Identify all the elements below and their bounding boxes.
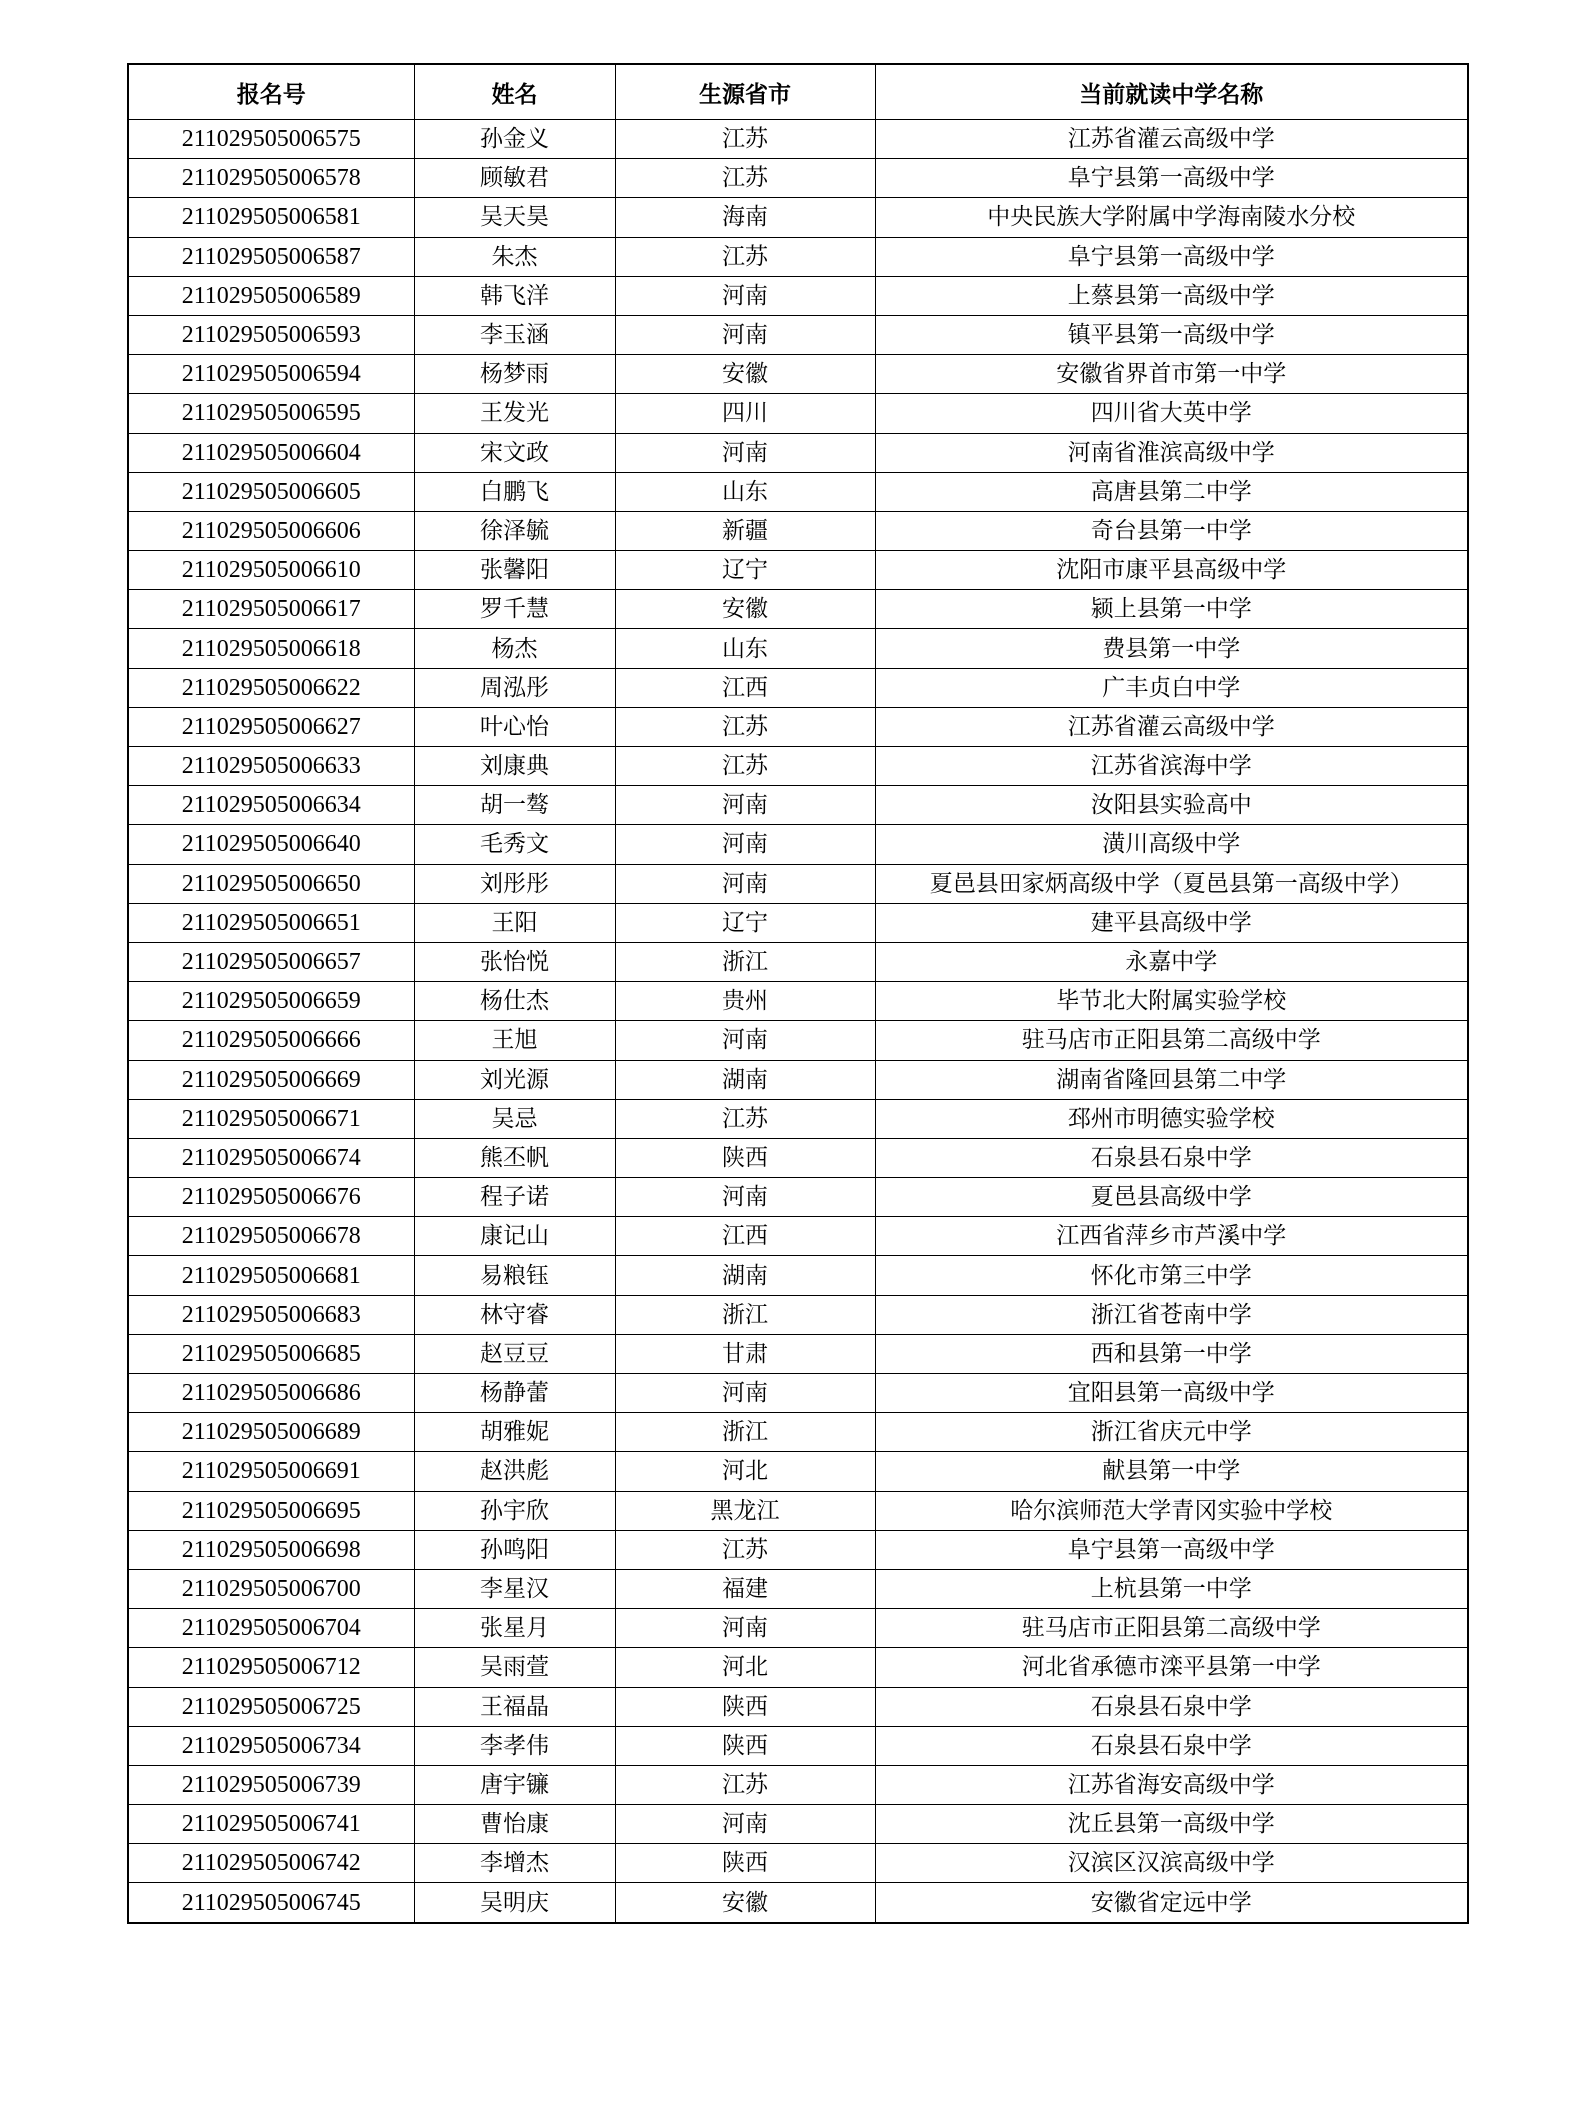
school-cell: 怀化市第三中学 (875, 1256, 1468, 1295)
name-cell: 韩飞洋 (414, 276, 615, 315)
table-row (128, 1726, 1468, 1765)
table-row (128, 1021, 1468, 1060)
table-row (128, 1334, 1468, 1373)
header-row (128, 64, 1468, 120)
name-cell: 孙金义 (414, 120, 615, 159)
school-cell: 石泉县石泉中学 (875, 1726, 1468, 1765)
school-cell: 江苏省灌云高级中学 (875, 120, 1468, 159)
registration-number-cell: 211029505006685 (128, 1334, 414, 1373)
name-cell: 易粮钰 (414, 1256, 615, 1295)
school-cell: 夏邑县高级中学 (875, 1178, 1468, 1217)
province-cell: 河南 (615, 315, 875, 354)
table-row (128, 159, 1468, 198)
table-row (128, 825, 1468, 864)
table-row (128, 903, 1468, 942)
registration-number-cell: 211029505006669 (128, 1060, 414, 1099)
province-cell: 安徽 (615, 1883, 875, 1923)
header-registration-number: 报名号 (128, 64, 414, 120)
table-row (128, 1452, 1468, 1491)
name-cell: 赵豆豆 (414, 1334, 615, 1373)
school-cell: 中央民族大学附属中学海南陵水分校 (875, 198, 1468, 237)
registration-number-cell: 211029505006739 (128, 1765, 414, 1804)
registration-number-cell: 211029505006671 (128, 1099, 414, 1138)
province-cell: 河南 (615, 1609, 875, 1648)
name-cell: 赵洪彪 (414, 1452, 615, 1491)
registration-number-cell: 211029505006595 (128, 394, 414, 433)
table-row (128, 1217, 1468, 1256)
name-cell: 康记山 (414, 1217, 615, 1256)
province-cell: 贵州 (615, 982, 875, 1021)
registration-number-cell: 211029505006593 (128, 315, 414, 354)
table-row (128, 1060, 1468, 1099)
name-cell: 胡雅妮 (414, 1413, 615, 1452)
table-row (128, 786, 1468, 825)
name-cell: 杨杰 (414, 629, 615, 668)
province-cell: 河南 (615, 786, 875, 825)
table-row (128, 1844, 1468, 1883)
province-cell: 山东 (615, 472, 875, 511)
province-cell: 辽宁 (615, 551, 875, 590)
registration-number-cell: 211029505006712 (128, 1648, 414, 1687)
table-row (128, 1178, 1468, 1217)
table-row (128, 1491, 1468, 1530)
province-cell: 江苏 (615, 1765, 875, 1804)
registration-number-cell: 211029505006745 (128, 1883, 414, 1923)
province-cell: 江苏 (615, 159, 875, 198)
table-row (128, 590, 1468, 629)
name-cell: 顾敏君 (414, 159, 615, 198)
province-cell: 浙江 (615, 942, 875, 981)
province-cell: 山东 (615, 629, 875, 668)
school-cell: 镇平县第一高级中学 (875, 315, 1468, 354)
school-cell: 奇台县第一中学 (875, 511, 1468, 550)
province-cell: 甘肃 (615, 1334, 875, 1373)
school-cell: 阜宁县第一高级中学 (875, 159, 1468, 198)
header-name: 姓名 (414, 64, 615, 120)
school-cell: 永嘉中学 (875, 942, 1468, 981)
name-cell: 唐宇镰 (414, 1765, 615, 1804)
name-cell: 杨静蕾 (414, 1374, 615, 1413)
table-row (128, 511, 1468, 550)
name-cell: 张怡悦 (414, 942, 615, 981)
registration-number-cell: 211029505006617 (128, 590, 414, 629)
name-cell: 周泓彤 (414, 668, 615, 707)
registration-number-cell: 211029505006650 (128, 864, 414, 903)
province-cell: 河南 (615, 1021, 875, 1060)
school-cell: 四川省大英中学 (875, 394, 1468, 433)
name-cell: 林守睿 (414, 1295, 615, 1334)
school-cell: 高唐县第二中学 (875, 472, 1468, 511)
registration-number-cell: 211029505006633 (128, 747, 414, 786)
province-cell: 湖南 (615, 1256, 875, 1295)
registration-number-cell: 211029505006678 (128, 1217, 414, 1256)
name-cell: 刘彤彤 (414, 864, 615, 903)
school-cell: 石泉县石泉中学 (875, 1138, 1468, 1177)
header-school: 当前就读中学名称 (875, 64, 1468, 120)
school-cell: 汉滨区汉滨高级中学 (875, 1844, 1468, 1883)
school-cell: 沈阳市康平县高级中学 (875, 551, 1468, 590)
table-row (128, 1648, 1468, 1687)
name-cell: 朱杰 (414, 237, 615, 276)
province-cell: 陕西 (615, 1138, 875, 1177)
school-cell: 建平县高级中学 (875, 903, 1468, 942)
province-cell: 河北 (615, 1648, 875, 1687)
province-cell: 江苏 (615, 747, 875, 786)
school-cell: 阜宁县第一高级中学 (875, 1530, 1468, 1569)
header-province: 生源省市 (615, 64, 875, 120)
name-cell: 宋文政 (414, 433, 615, 472)
province-cell: 江苏 (615, 120, 875, 159)
registration-number-cell: 211029505006689 (128, 1413, 414, 1452)
table-row (128, 315, 1468, 354)
school-cell: 阜宁县第一高级中学 (875, 237, 1468, 276)
province-cell: 湖南 (615, 1060, 875, 1099)
school-cell: 江苏省滨海中学 (875, 747, 1468, 786)
registration-number-cell: 211029505006594 (128, 355, 414, 394)
table-row (128, 198, 1468, 237)
registration-number-cell: 211029505006606 (128, 511, 414, 550)
registration-number-cell: 211029505006657 (128, 942, 414, 981)
name-cell: 罗千慧 (414, 590, 615, 629)
name-cell: 李星汉 (414, 1569, 615, 1608)
school-cell: 宜阳县第一高级中学 (875, 1374, 1468, 1413)
school-cell: 潢川高级中学 (875, 825, 1468, 864)
roster-body (128, 120, 1468, 1923)
province-cell: 河南 (615, 276, 875, 315)
province-cell: 江苏 (615, 707, 875, 746)
roster-sheet (127, 63, 1467, 1924)
school-cell: 广丰贞白中学 (875, 668, 1468, 707)
registration-number-cell: 211029505006742 (128, 1844, 414, 1883)
table-row (128, 120, 1468, 159)
table-row (128, 1138, 1468, 1177)
school-cell: 河北省承德市滦平县第一中学 (875, 1648, 1468, 1687)
province-cell: 浙江 (615, 1413, 875, 1452)
name-cell: 王旭 (414, 1021, 615, 1060)
registration-number-cell: 211029505006741 (128, 1805, 414, 1844)
table-row (128, 355, 1468, 394)
table-row (128, 707, 1468, 746)
registration-number-cell: 211029505006578 (128, 159, 414, 198)
registration-number-cell: 211029505006589 (128, 276, 414, 315)
school-cell: 江西省萍乡市芦溪中学 (875, 1217, 1468, 1256)
province-cell: 陕西 (615, 1687, 875, 1726)
table-row (128, 1413, 1468, 1452)
registration-number-cell: 211029505006659 (128, 982, 414, 1021)
registration-number-cell: 211029505006587 (128, 237, 414, 276)
school-cell: 颍上县第一中学 (875, 590, 1468, 629)
table-row (128, 942, 1468, 981)
province-cell: 河北 (615, 1452, 875, 1491)
registration-number-cell: 211029505006651 (128, 903, 414, 942)
name-cell: 刘光源 (414, 1060, 615, 1099)
province-cell: 海南 (615, 198, 875, 237)
table-row (128, 1687, 1468, 1726)
province-cell: 陕西 (615, 1726, 875, 1765)
province-cell: 安徽 (615, 590, 875, 629)
school-cell: 浙江省庆元中学 (875, 1413, 1468, 1452)
table-row (128, 276, 1468, 315)
registration-number-cell: 211029505006618 (128, 629, 414, 668)
registration-number-cell: 211029505006581 (128, 198, 414, 237)
province-cell: 新疆 (615, 511, 875, 550)
table-row (128, 1256, 1468, 1295)
school-cell: 安徽省界首市第一中学 (875, 355, 1468, 394)
table-row (128, 1099, 1468, 1138)
name-cell: 熊丕帆 (414, 1138, 615, 1177)
table-row (128, 1883, 1468, 1923)
name-cell: 吴明庆 (414, 1883, 615, 1923)
name-cell: 吴雨萱 (414, 1648, 615, 1687)
province-cell: 河南 (615, 1805, 875, 1844)
province-cell: 河南 (615, 1178, 875, 1217)
registration-number-cell: 211029505006604 (128, 433, 414, 472)
name-cell: 杨梦雨 (414, 355, 615, 394)
registration-number-cell: 211029505006676 (128, 1178, 414, 1217)
school-cell: 安徽省定远中学 (875, 1883, 1468, 1923)
table-row (128, 237, 1468, 276)
school-cell: 上蔡县第一高级中学 (875, 276, 1468, 315)
school-cell: 沈丘县第一高级中学 (875, 1805, 1468, 1844)
school-cell: 江苏省海安高级中学 (875, 1765, 1468, 1804)
registration-number-cell: 211029505006725 (128, 1687, 414, 1726)
registration-number-cell: 211029505006674 (128, 1138, 414, 1177)
province-cell: 江西 (615, 668, 875, 707)
table-row (128, 551, 1468, 590)
name-cell: 张馨阳 (414, 551, 615, 590)
table-row (128, 472, 1468, 511)
table-row (128, 982, 1468, 1021)
name-cell: 曹怡康 (414, 1805, 615, 1844)
name-cell: 吴忌 (414, 1099, 615, 1138)
province-cell: 陕西 (615, 1844, 875, 1883)
name-cell: 程子诺 (414, 1178, 615, 1217)
table-row (128, 433, 1468, 472)
name-cell: 刘康典 (414, 747, 615, 786)
province-cell: 辽宁 (615, 903, 875, 942)
school-cell: 湖南省隆回县第二中学 (875, 1060, 1468, 1099)
table-row (128, 1295, 1468, 1334)
province-cell: 浙江 (615, 1295, 875, 1334)
table-row (128, 1569, 1468, 1608)
table-row (128, 629, 1468, 668)
table-row (128, 747, 1468, 786)
name-cell: 白鹏飞 (414, 472, 615, 511)
registration-number-cell: 211029505006627 (128, 707, 414, 746)
name-cell: 徐泽毓 (414, 511, 615, 550)
registration-number-cell: 211029505006691 (128, 1452, 414, 1491)
table-row (128, 1374, 1468, 1413)
table-row (128, 668, 1468, 707)
school-cell: 汝阳县实验高中 (875, 786, 1468, 825)
registration-number-cell: 211029505006700 (128, 1569, 414, 1608)
table-row (128, 1530, 1468, 1569)
province-cell: 河南 (615, 433, 875, 472)
name-cell: 孙鸣阳 (414, 1530, 615, 1569)
registration-number-cell: 211029505006575 (128, 120, 414, 159)
registration-number-cell: 211029505006666 (128, 1021, 414, 1060)
school-cell: 驻马店市正阳县第二高级中学 (875, 1021, 1468, 1060)
name-cell: 孙宇欣 (414, 1491, 615, 1530)
name-cell: 杨仕杰 (414, 982, 615, 1021)
registration-number-cell: 211029505006734 (128, 1726, 414, 1765)
name-cell: 李玉涵 (414, 315, 615, 354)
name-cell: 叶心怡 (414, 707, 615, 746)
province-cell: 河南 (615, 825, 875, 864)
province-cell: 河南 (615, 864, 875, 903)
name-cell: 王阳 (414, 903, 615, 942)
school-cell: 西和县第一中学 (875, 1334, 1468, 1373)
province-cell: 黑龙江 (615, 1491, 875, 1530)
registration-number-cell: 211029505006640 (128, 825, 414, 864)
registration-number-cell: 211029505006605 (128, 472, 414, 511)
school-cell: 夏邑县田家炳高级中学（夏邑县第一高级中学） (875, 864, 1468, 903)
province-cell: 河南 (615, 1374, 875, 1413)
registration-number-cell: 211029505006683 (128, 1295, 414, 1334)
registration-number-cell: 211029505006704 (128, 1609, 414, 1648)
name-cell: 张星月 (414, 1609, 615, 1648)
province-cell: 江苏 (615, 237, 875, 276)
name-cell: 王福晶 (414, 1687, 615, 1726)
table-row (128, 864, 1468, 903)
school-cell: 石泉县石泉中学 (875, 1687, 1468, 1726)
roster-table (127, 63, 1469, 1924)
province-cell: 安徽 (615, 355, 875, 394)
school-cell: 邳州市明德实验学校 (875, 1099, 1468, 1138)
school-cell: 江苏省灌云高级中学 (875, 707, 1468, 746)
school-cell: 浙江省苍南中学 (875, 1295, 1468, 1334)
registration-number-cell: 211029505006686 (128, 1374, 414, 1413)
province-cell: 福建 (615, 1569, 875, 1608)
name-cell: 毛秀文 (414, 825, 615, 864)
name-cell: 李孝伟 (414, 1726, 615, 1765)
name-cell: 胡一骜 (414, 786, 615, 825)
province-cell: 江苏 (615, 1530, 875, 1569)
table-row (128, 1765, 1468, 1804)
registration-number-cell: 211029505006634 (128, 786, 414, 825)
school-cell: 费县第一中学 (875, 629, 1468, 668)
name-cell: 吴天昊 (414, 198, 615, 237)
registration-number-cell: 211029505006610 (128, 551, 414, 590)
school-cell: 上杭县第一中学 (875, 1569, 1468, 1608)
registration-number-cell: 211029505006695 (128, 1491, 414, 1530)
school-cell: 毕节北大附属实验学校 (875, 982, 1468, 1021)
province-cell: 江苏 (615, 1099, 875, 1138)
name-cell: 李增杰 (414, 1844, 615, 1883)
province-cell: 四川 (615, 394, 875, 433)
school-cell: 河南省淮滨高级中学 (875, 433, 1468, 472)
school-cell: 献县第一中学 (875, 1452, 1468, 1491)
table-row (128, 1805, 1468, 1844)
province-cell: 江西 (615, 1217, 875, 1256)
table-row (128, 394, 1468, 433)
registration-number-cell: 211029505006622 (128, 668, 414, 707)
name-cell: 王发光 (414, 394, 615, 433)
table-row (128, 1609, 1468, 1648)
registration-number-cell: 211029505006698 (128, 1530, 414, 1569)
school-cell: 哈尔滨师范大学青冈实验中学校 (875, 1491, 1468, 1530)
school-cell: 驻马店市正阳县第二高级中学 (875, 1609, 1468, 1648)
registration-number-cell: 211029505006681 (128, 1256, 414, 1295)
